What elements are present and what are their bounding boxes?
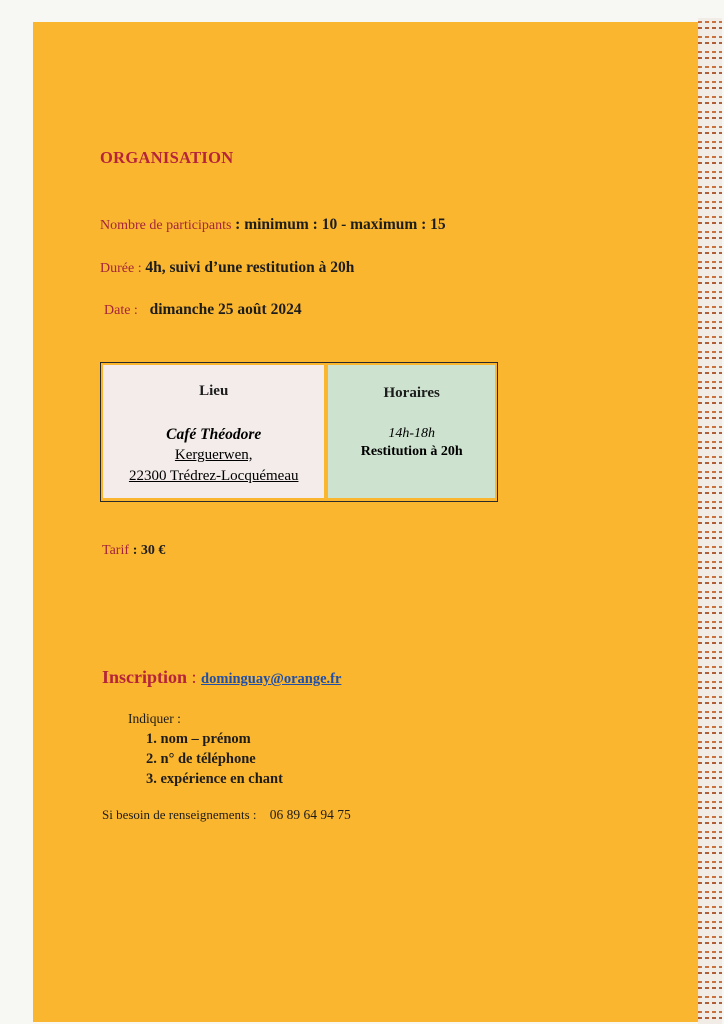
indiquer-label: Indiquer : <box>128 711 181 726</box>
tarif-label: Tarif <box>102 543 130 558</box>
document-page <box>33 22 700 1022</box>
required-info-list <box>146 729 283 789</box>
list-item: 3. expérience en chant <box>146 771 283 787</box>
list-item: 1. nom – prénom <box>146 731 251 747</box>
inscription-label: Inscription <box>102 667 188 687</box>
inscription-separator: : <box>187 667 202 687</box>
section-heading: ORGANISATION <box>100 148 234 167</box>
horaires-header: Horaires <box>383 385 440 401</box>
contact-label: Si besoin de renseignements : <box>102 807 257 822</box>
contact-phone: 06 89 64 94 75 <box>269 807 351 822</box>
venue-name: Café Théodore <box>166 426 262 443</box>
duree-line <box>100 259 354 277</box>
venue-address-line2: 22300 Trédrez-Locquémeau <box>128 468 299 484</box>
lieu-cell <box>103 365 324 498</box>
duree-value: 4h, suivi d’une restitution à 20h <box>145 259 355 276</box>
participants-line <box>100 216 446 234</box>
list-item: 2. n° de téléphone <box>146 751 256 767</box>
participants-label: Nombre de participants <box>100 218 232 233</box>
inscription-line <box>102 667 341 688</box>
venue-address-line1: Kerguerwen, <box>174 447 253 463</box>
date-label: Date : <box>104 303 138 318</box>
venue-schedule-table <box>100 362 498 502</box>
date-value: dimanche 25 août 2024 <box>149 301 302 318</box>
restitution-time: Restitution à 20h <box>360 444 463 459</box>
email-link[interactable]: dominguay@orange.fr <box>201 671 342 687</box>
lieu-header: Lieu <box>199 383 229 399</box>
contact-line <box>102 807 351 823</box>
participants-value: : minimum : 10 - maximum : 15 <box>235 216 446 233</box>
decorative-border <box>698 18 722 1024</box>
workshop-times: 14h-18h <box>388 426 436 441</box>
tarif-value: : 30 € <box>132 543 166 558</box>
horaires-cell <box>328 365 495 498</box>
tarif-line <box>102 542 165 559</box>
date-line <box>104 301 302 319</box>
duree-label: Durée : <box>100 261 142 276</box>
